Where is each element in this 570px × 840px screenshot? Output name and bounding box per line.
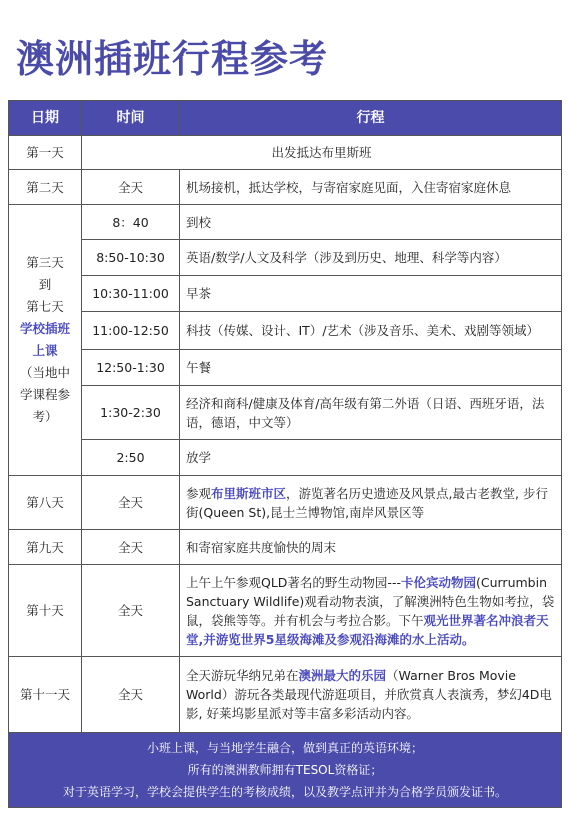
header-date: 日期 (9, 101, 82, 136)
itinerary-cell: 英语/数学/人文及科学（涉及到历史、地理、科学等内容） (180, 240, 562, 276)
time-cell: 全天 (82, 530, 180, 565)
date-line: 第七天 (26, 299, 64, 314)
time-cell: 11:00-12:50 (82, 312, 180, 350)
table-row (9, 312, 562, 350)
table-row (9, 170, 562, 205)
time-cell: 10:30-11:00 (82, 276, 180, 312)
footer-row (9, 733, 562, 808)
footer-line: 对于英语学习，学校会提供学生的考核成绩，以及教学点评并为合格学员颁发证书。 (62, 785, 507, 799)
highlight-text: 观光世界著名冲浪者天堂,并游览世界5星级海滩及参观沿海滩的水上活动。 (186, 612, 549, 647)
time-cell: 8:50-10:30 (82, 240, 180, 276)
table-row (9, 240, 562, 276)
text-part: （Warner Bros Movie World）游玩各类最现代游逛项目，并欣赏真人表演秀，梦幻4D电影, 好莱坞影星派对等丰富多彩活动内容。 (186, 668, 552, 721)
table-row (9, 440, 562, 476)
time-cell: 12:50-1:30 (82, 350, 180, 386)
itinerary-cell (180, 657, 562, 733)
date-cell: 第八天 (9, 476, 82, 530)
date-cell: 第十一天 (9, 657, 82, 733)
itinerary-cell (180, 476, 562, 530)
itinerary-table (8, 100, 562, 808)
itinerary-cell: 和寄宿家庭共度愉快的周末 (180, 530, 562, 565)
date-cell: 第二天 (9, 170, 82, 205)
date-cell: 第九天 (9, 530, 82, 565)
table-row (9, 276, 562, 312)
time-cell: 全天 (82, 476, 180, 530)
date-line: 第三天 (26, 255, 64, 270)
date-line-highlight: 上课 (32, 343, 58, 358)
itinerary-cell: 早茶 (180, 276, 562, 312)
text-part: 全天游玩华纳兄弟在 (186, 668, 299, 683)
table-row (9, 386, 562, 440)
table-row (9, 205, 562, 240)
time-cell: 2:50 (82, 440, 180, 476)
date-cell: 第一天 (9, 136, 82, 170)
text-part: ，游览著名历史遗迹及风景点,最古老教堂, 步行街(Queen St),昆士兰博物馆,南岸风景区等 (186, 485, 548, 520)
highlight-text: 澳洲最大的乐园 (298, 668, 387, 683)
date-cell: 第十天 (9, 565, 82, 657)
footer-notes (9, 733, 562, 808)
time-cell: 全天 (82, 657, 180, 733)
header-itinerary: 行程 (180, 101, 562, 136)
highlight-text: 卡伦宾动物园 (400, 574, 476, 590)
itinerary-cell: 机场接机，抵达学校，与寄宿家庭见面，入住寄宿家庭休息 (180, 170, 562, 205)
date-line: 到 (38, 277, 52, 292)
text-part: 参观 (186, 485, 212, 501)
text-part: (Currumbin Sanctuary Wildlife)观看动物表演，了解澳洲特色生物如考拉，袋鼠，袋熊等等。并有机会与考拉合影。下午 (186, 574, 555, 628)
table-row (9, 136, 562, 170)
itinerary-cell: 到校 (180, 205, 562, 240)
itinerary-cell (180, 565, 562, 657)
table-row (9, 657, 562, 733)
footer-line: 所有的澳洲教师拥有TESOL资格证； (187, 763, 383, 777)
itinerary-cell: 经济和商科/健康及体育/高年级有第二外语（日语、西班牙语，法语，德语，中文等） (180, 386, 562, 440)
time-cell: 8：40 (82, 205, 180, 240)
date-line: （当地中 (19, 365, 70, 380)
time-cell: 全天 (82, 565, 180, 657)
text-part: 上午上午参观QLD著名的野生动物园--- (186, 574, 401, 590)
itinerary-cell: 放学 (180, 440, 562, 476)
date-cell-days-3-7 (9, 205, 82, 476)
itinerary-cell: 出发抵达布里斯班 (82, 136, 562, 170)
itinerary-cell: 科技（传媒、设计、IT）/艺术（涉及音乐、美术、戏剧等领域） (180, 312, 562, 350)
date-line: 考） (32, 409, 58, 424)
table-row (9, 350, 562, 386)
time-cell: 1:30-2:30 (82, 386, 180, 440)
header-row (9, 101, 562, 136)
date-line: 学课程参 (19, 387, 70, 402)
date-line-highlight: 学校插班 (19, 321, 70, 336)
table-row (9, 530, 562, 565)
page-title: 澳洲插班行程参考 (16, 37, 329, 81)
table-row (9, 565, 562, 657)
highlight-text: 布里斯班市区 (211, 485, 287, 501)
itinerary-cell: 午餐 (180, 350, 562, 386)
table-row (9, 476, 562, 530)
footer-line: 小班上课，与当地学生融合，做到真正的英语环境； (146, 741, 423, 755)
time-cell: 全天 (82, 170, 180, 205)
header-time: 时间 (82, 101, 180, 136)
